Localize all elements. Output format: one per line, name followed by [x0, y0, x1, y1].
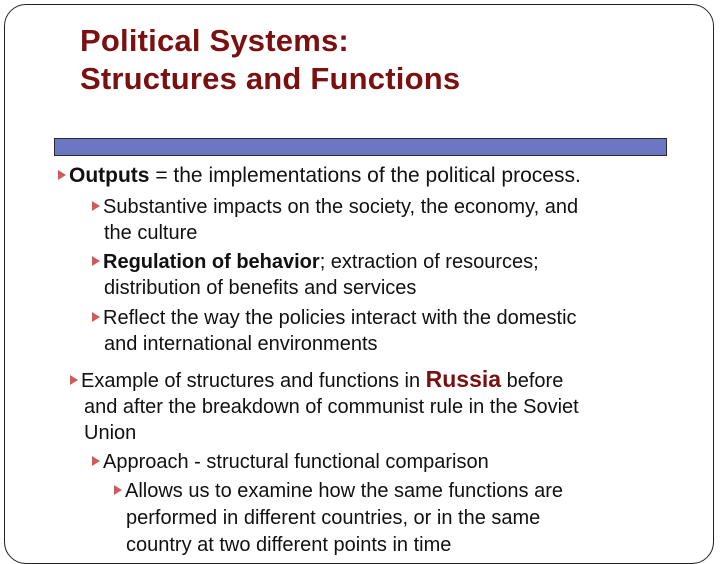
reflect-line-2: and international environments [104, 333, 378, 355]
substantive-line-1: Substantive impacts on the society, the economy, and [103, 196, 579, 218]
example-post: before [501, 370, 564, 392]
example-pre: Example of structures and functions in [81, 370, 426, 392]
bullet-marker-icon [92, 256, 100, 266]
bullet-approach [92, 451, 489, 474]
russia-highlight: Russia [425, 366, 502, 392]
example-line-3: Union [84, 422, 137, 444]
title-underline-bar [54, 138, 667, 156]
bullet-marker-icon [92, 456, 100, 466]
bullet-outputs [58, 164, 581, 188]
approach-text: Approach - structural functional comparison [103, 451, 489, 473]
outputs-term: Outputs [69, 164, 150, 187]
bullet-substantive [92, 196, 578, 219]
bullet-marker-icon [114, 485, 122, 495]
allows-line-2: performed in different countries, or in the same [126, 507, 541, 529]
regulation-line-2: distribution of benefits and services [104, 277, 417, 299]
regulation-term: Regulation of behavior [103, 251, 320, 273]
example-line-2: and after the breakdown of communist rule in the Soviet [84, 396, 579, 418]
reflect-line-1: Reflect the way the policies interact with the domestic [103, 307, 577, 329]
title-line-1: Political Systems: [80, 23, 349, 58]
outputs-definition: = the implementations of the political process. [149, 164, 581, 187]
regulation-rest: ; extraction of resources; [319, 251, 539, 273]
bullet-allows [114, 480, 563, 503]
bullet-marker-icon [70, 375, 78, 385]
bullet-example [70, 366, 563, 393]
bullet-marker-icon [58, 170, 66, 180]
allows-line-3: country at two different points in time [126, 534, 452, 556]
bullet-regulation [92, 251, 539, 274]
bullet-reflect [92, 307, 577, 330]
title-line-2: Structures and Functions [80, 61, 461, 96]
bullet-marker-icon [92, 201, 100, 211]
bullet-marker-icon [92, 312, 100, 322]
allows-line-1: Allows us to examine how the same functions are [125, 480, 563, 502]
slide-title [80, 22, 460, 98]
substantive-line-2: the culture [104, 222, 198, 244]
